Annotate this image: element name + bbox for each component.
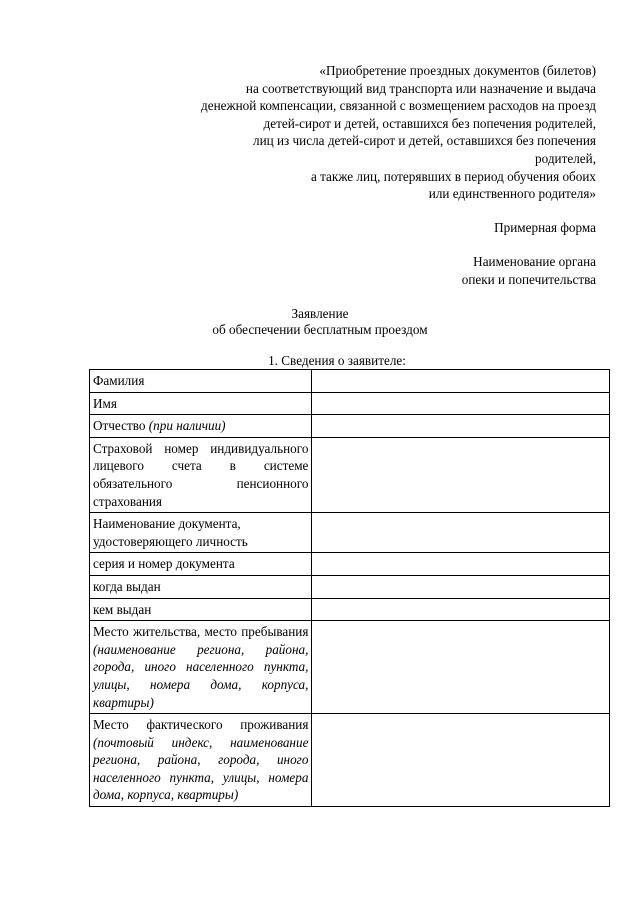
service-title-line: «Приобретение проездных документов (билетов) (319, 63, 596, 78)
service-title-line: или единственного родителя» (428, 186, 596, 202)
label-text: кем выдан (93, 601, 152, 617)
row-value-field[interactable] (312, 553, 610, 576)
row-value-field[interactable] (312, 714, 610, 807)
label-text: когда выдан (93, 578, 161, 594)
label-text: Отчество (93, 418, 149, 434)
row-label (90, 370, 312, 393)
label-text: Имя (93, 395, 117, 411)
label-text: Наименование документа, удостоверяющего личность (93, 516, 248, 549)
label-hint: (почтовый индекс, наименование региона, района, города, иного населенного пункта, улицы, номера дома, корпуса, квартиры) (93, 734, 309, 803)
authority-block (462, 253, 596, 288)
table-row (90, 392, 610, 415)
label-text: Место фактического проживания (93, 717, 309, 733)
table-row (90, 598, 610, 621)
row-value-field[interactable] (312, 513, 610, 553)
service-title-line: лиц из числа детей-сирот и детей, оставшихся без попечения (252, 133, 596, 149)
table-row (90, 621, 610, 714)
table-row (90, 415, 610, 438)
form-note: Примерная форма (494, 220, 596, 235)
row-value-field[interactable] (312, 370, 610, 393)
applicant-table (89, 369, 610, 807)
document-title: Заявление (291, 306, 349, 321)
document-subtitle: об обеспечении бесплатным проездом (212, 322, 428, 337)
row-value-field[interactable] (312, 437, 610, 512)
row-label (90, 621, 312, 714)
label-text: Место жительства, место пребывания (93, 624, 309, 640)
service-title-line: денежной компенсации, связанной с возмещением расходов на проезд (201, 98, 596, 114)
row-value-field[interactable] (312, 598, 610, 621)
row-label (90, 415, 312, 438)
authority-line: опеки и попечительства (461, 271, 596, 287)
service-title-line: а также лиц, потерявших в период обучения обоих (310, 168, 596, 184)
service-title (36, 62, 596, 203)
service-title-line: родителей, (535, 150, 596, 166)
row-label (90, 575, 312, 598)
table-row (90, 370, 610, 393)
table-row (90, 437, 610, 512)
label-hint: (наименование региона, района, города, иного населенного пункта, улицы, номера дома, корпуса, квартиры) (93, 641, 309, 710)
label-hint: (при наличии) (148, 418, 226, 434)
row-value-field[interactable] (312, 575, 610, 598)
section-title: 1. Сведения о заявителе: (268, 353, 406, 368)
row-label (90, 392, 312, 415)
row-label (90, 437, 312, 512)
service-title-line: детей-сирот и детей, оставшихся без попечения родителей, (263, 115, 596, 131)
label-text: серия и номер документа (93, 556, 235, 572)
row-value-field[interactable] (312, 392, 610, 415)
row-value-field[interactable] (312, 415, 610, 438)
row-label (90, 714, 312, 807)
row-label (90, 598, 312, 621)
row-label (90, 513, 312, 553)
row-value-field[interactable] (312, 621, 610, 714)
table-row (90, 513, 610, 553)
label-text: Страховой номер индивидуального лицевого счета в системе обязательного пенсионного страхования (93, 440, 309, 509)
table-row (90, 575, 610, 598)
table-row (90, 714, 610, 807)
row-label (90, 553, 312, 576)
authority-line: Наименование органа (473, 254, 596, 269)
service-title-line: на соответствующий вид транспорта или назначение и выдача (245, 80, 596, 96)
table-row (90, 553, 610, 576)
label-text: Фамилия (93, 373, 145, 388)
